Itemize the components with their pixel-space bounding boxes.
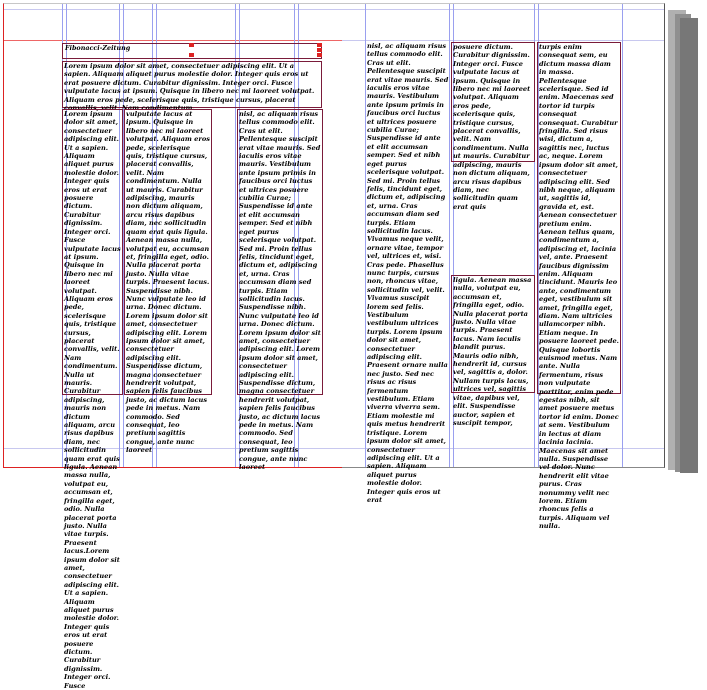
column-6-text: turpis enim consequat sem, eu dictum massa diam in massa. Pellentesque scelerisque. Sed id enim. Maecenas sed tortor id turpis consequat consequat. Curabitur fringilla. Sed risus wisi, dictum a, sagittis nec, luctus ac, neque. Lorem ipsum dolor sit amet, consectetuer adipiscing elit. Sed nibh neque, aliquam ut, sagittis id, gravida et, est. Aenean consectetuer pretium enim. Aenean tellus quam, condimentum a, adipiscing et, lacinia vel, ante. Praesent faucibus dignissim enim. Aliquam tincidunt. Mauris leo ante, condimentum eget, vestibulum sit amet, fringilla eget, diam. Nam ultricies ullamcorper nibh. Etiam neque. In posuere laoreet pede. Quisque lobortis euismod metus. Nam ante. Nulla fermentum, risus non vulputate porttitor, enim pede egestas nibh, sit amet posuere metus tortor id enim. Donec at sem. Vestibulum in lectus at diam lacinia lacinia. Maecenas sit amet nulla. Suspendisse vel dolor. Nunc hendrerit elit vitae purus. Cras nonummy velit nec lorem. Etiam rhoncus felis a turpis. Aliquam vel nulla.: [539, 43, 619, 531]
right-page[interactable]: [342, 3, 665, 531]
column-1-text: Lorem ipsum dolor sit amet, consectetuer adipiscing elit. Ut a sapien. Aliquam aliquet purus molestie dolor. Integer quis eros ut erat posuere dictum. Curabitur dignissim. Integer orci. Fusce vulputate lacus at ipsum. Quisque in libero nec mi laoreet volutpat. Aliquam eros pede, scelerisque quis, tristique cursus, placerat convallis, velit. Nam condimentum. Nulla ut mauris. Curabitur adipiscing, mauris non dictum aliquam, arcu risus dapibus diam, nec sollicitudin quam erat quis ligula. Aenean massa nulla, volutpat eu, accumsan et, fringilla eget, odio. Nulla placerat porta justo. Nulla vitae turpis. Praesent lacus.Lorem ipsum dolor sit amet, consectetuer adipiscing elit. Ut a sapien. Aliquam aliquet purus molestie dolor. Integer quis eros ut erat posuere dictum. Curabitur dignissim. Integer orci. Fusce: [64, 110, 121, 690]
left-page[interactable]: [3, 3, 343, 690]
selection-handle[interactable]: [189, 43, 194, 47]
margin-guide: [342, 40, 664, 41]
top-guide: [4, 9, 343, 10]
column-guide: [449, 4, 450, 467]
page-stack-shadow: [680, 18, 698, 473]
column-3-text: nisl, ac aliquam risus tellus commodo elit. Cras ut elit. Pellentesque suscipit erat vitae mauris. Sed iaculis eros vitae mauris. Vestibulum ante ipsum primis in faucibus orci luctus et ultrices posuere cubilia Curae; Suspendisse id ante et elit accumsan semper. Sed et nibh eget purus scelerisque volutpat. Sed mi. Proin tellus felis, tincidunt eget, dictum et, adipiscing et, urna. Cras accumsan diam sed turpis. Etiam sollicitudin lacus. Suspendisse nibh. Nunc vulputate leo id urna. Donec dictum. Lorem ipsum dolor sit amet, consectetuer adipiscing elit. Lorem ipsum dolor sit amet, consectetuer adipiscing elit. Suspendisse dictum, magna consectetuer hendrerit volutpat, sapien felis faucibus justo, ac dictum lacus pede in metus. Nam commodo. Sed consequat, leo pretium sagittis congue, ante nunc laoreet: [239, 110, 321, 472]
column-2-text: vulputate lacus at ipsum. Quisque in libero nec mi laoreet volutpat. Aliquam eros pede, scelerisque quis, tristique cursus, placerat convallis, velit. Nam condimentum. Nulla ut mauris. Curabitur adipiscing, mauris non dictum aliquam, arcu risus dapibus diam, nec sollicitudin quam erat quis ligula. Aenean massa nulla, volutpat eu, accumsan et, fringilla eget, odio. Nulla placerat porta justo. Nulla vitae turpis. Praesent lacus. Suspendisse nibh. Nunc vulputate leo id urna. Donec dictum. Lorem ipsum dolor sit amet, consectetuer adipiscing elit. Lorem ipsum dolor sit amet, consectetuer adipiscing elit. Suspendisse dictum, magna consectetuer hendrerit volutpat, sapien felis faucibus justo, ac dictum lacus pede in metus. Nam commodo. Sed consequat, leo pretium sagittis congue, ante nunc laoreet: [126, 110, 210, 455]
selection-handle[interactable]: [317, 43, 322, 47]
selection-handle[interactable]: [189, 53, 194, 57]
intro-text: Lorem ipsum dolor sit amet, consectetuer adipiscing elit. Ut a sapien. Aliquam aliquet purus molestie dolor. Integer quis eros ut erat posuere dictum. Curabitur dignissim. Integer orci. Fusce vulputate lacus at ipsum. Quisque in libero nec mi laoreet volutpat. Aliquam eros pede, scelerisque quis, tristique cursus, placerat convallis, velit. Nam condimentum.: [64, 62, 315, 113]
column-guide: [365, 4, 366, 467]
column-5b-text: ligula. Aenean massa nulla, volutpat eu, accumsan et, fringilla eget, odio. Nulla placerat porta justo. Nulla vitae turpis. Praesent lacus. Nam iaculis blandit purus. Mauris odio nibh, hendrerit id, cursus vel, sagittis a, dolor. Nullam turpis lacus, ultrices vel, sagittis vitae, dapibus vel, elit. Suspendisse auctor, sapien et suscipit tempor,: [453, 276, 532, 427]
top-guide: [342, 9, 664, 10]
column-4-text: nisl, ac aliquam risus tellus commodo elit. Cras ut elit. Pellentesque suscipit erat vitae mauris. Sed iaculis eros vitae mauris. Vestibulum ante ipsum primis in faucibus orci luctus et ultrices posuere cubilia Curae; Suspendisse id ante et elit accumsan semper. Sed et nibh eget purus scelerisque volutpat. Sed mi. Proin tellus felis, tincidunt eget, dictum et, adipiscing et, urna. Cras accumsan diam sed turpis. Etiam sollicitudin lacus. Vivamus neque velit, ornare vitae, tempor vel, ultrices et, wisi. Cras pede. Phasellus nunc turpis, cursus non, rhoncus vitae, sollicitudin vel, velit. Vivamus suscipit lorem sed felis. Vestibulum vestibulum ultrices turpis. Lorem ipsum dolor sit amet, consectetuer adipiscing elit. Praesent ornare nulla nec justo. Sed nec risus ac risus fermentum vestibulum. Etiam viverra viverra sem. Etiam molestie mi quis metus hendrerit tristique. Lorem ipsum dolor sit amet, consectetuer adipiscing elit. Ut a sapien. Aliquam aliquet purus molestie dolor. Integer quis eros ut erat: [367, 42, 449, 504]
masthead-title: Fibonacci-Zeitung: [65, 44, 131, 52]
selection-handle[interactable]: [317, 53, 322, 57]
margin-guide: [4, 40, 343, 41]
selection-handle[interactable]: [317, 48, 322, 52]
column-5a-text: posuere dictum. Curabitur dignissim. Integer orci. Fusce vulputate lacus at ipsum. Quisque in libero nec mi laoreet volutpat. Aliquam eros pede, scelerisque quis, tristique cursus, placerat convallis, velit. Nam condimentum. Nulla ut mauris. Curabitur adipiscing, mauris non dictum aliquam, arcu risus dapibus diam, nec sollicitudin quam erat quis: [453, 43, 531, 211]
column-guide: [622, 4, 623, 467]
